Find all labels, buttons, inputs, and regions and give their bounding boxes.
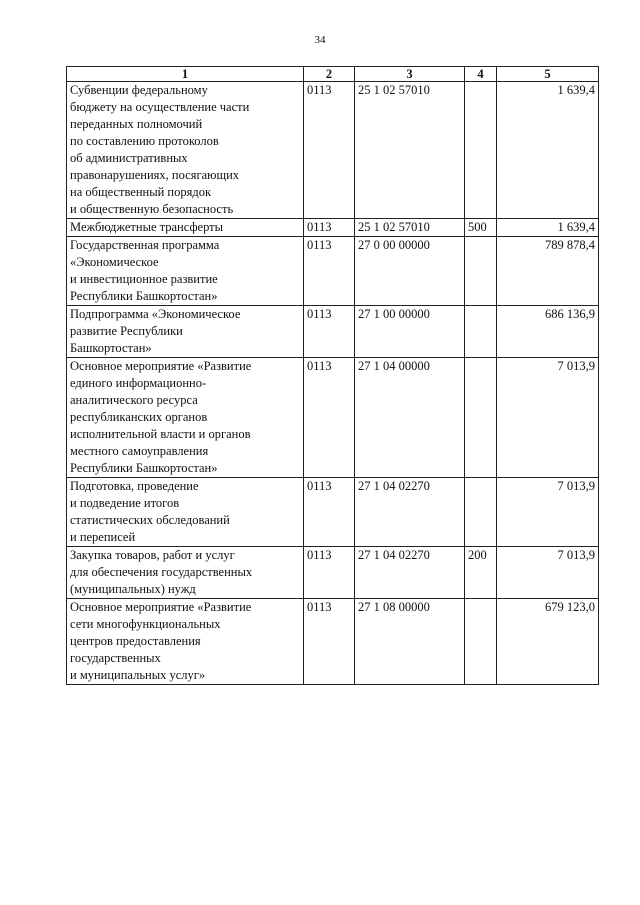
row-name: Основное мероприятие «Развитие единого информационно- аналитического ресурса республиканских органов исполнительной власти и органов местного самоуправления Республики Башкортостан» bbox=[67, 358, 304, 478]
row-section: 0113 bbox=[304, 358, 355, 478]
row-section: 0113 bbox=[304, 82, 355, 219]
row-target-code: 27 0 00 00000 bbox=[355, 237, 465, 306]
row-target-code: 27 1 04 00000 bbox=[355, 358, 465, 478]
row-section: 0113 bbox=[304, 306, 355, 358]
row-target-code: 27 1 04 02270 bbox=[355, 478, 465, 547]
table-row bbox=[67, 82, 599, 219]
row-amount: 7 013,9 bbox=[497, 358, 599, 478]
row-name: Подпрограмма «Экономическое развитие Республики Башкортостан» bbox=[67, 306, 304, 358]
row-amount: 1 639,4 bbox=[497, 219, 599, 237]
row-section: 0113 bbox=[304, 219, 355, 237]
row-target-code: 27 1 08 00000 bbox=[355, 599, 465, 685]
table-row bbox=[67, 599, 599, 685]
row-name: Межбюджетные трансферты bbox=[67, 219, 304, 237]
row-name: Субвенции федеральному бюджету на осуществление части переданных полномочий по составлению протоколов об административных правонарушениях, посягающих на общественный порядок и общественную безопасность bbox=[67, 82, 304, 219]
row-target-code: 27 1 04 02270 bbox=[355, 547, 465, 599]
row-amount: 7 013,9 bbox=[497, 547, 599, 599]
table-row bbox=[67, 358, 599, 478]
row-target-code: 25 1 02 57010 bbox=[355, 82, 465, 219]
row-amount: 789 878,4 bbox=[497, 237, 599, 306]
row-expense-type bbox=[465, 599, 497, 685]
header-col-3: 3 bbox=[355, 67, 465, 82]
row-section: 0113 bbox=[304, 237, 355, 306]
row-expense-type bbox=[465, 306, 497, 358]
header-col-4: 4 bbox=[465, 67, 497, 82]
table-row bbox=[67, 547, 599, 599]
row-expense-type bbox=[465, 82, 497, 219]
row-name: Основное мероприятие «Развитие сети многофункциональных центров предоставления государственных и муниципальных услуг» bbox=[67, 599, 304, 685]
row-expense-type bbox=[465, 237, 497, 306]
header-col-2: 2 bbox=[304, 67, 355, 82]
header-col-1: 1 bbox=[67, 67, 304, 82]
row-amount: 1 639,4 bbox=[497, 82, 599, 219]
table-row bbox=[67, 237, 599, 306]
page-number: 34 bbox=[314, 34, 326, 46]
row-target-code: 25 1 02 57010 bbox=[355, 219, 465, 237]
row-section: 0113 bbox=[304, 547, 355, 599]
table-row bbox=[67, 219, 599, 237]
table-row bbox=[67, 478, 599, 547]
row-expense-type: 200 bbox=[465, 547, 497, 599]
table-header-row bbox=[67, 67, 599, 82]
row-target-code: 27 1 00 00000 bbox=[355, 306, 465, 358]
row-amount: 7 013,9 bbox=[497, 478, 599, 547]
row-amount: 679 123,0 bbox=[497, 599, 599, 685]
row-expense-type bbox=[465, 478, 497, 547]
row-expense-type: 500 bbox=[465, 219, 497, 237]
row-amount: 686 136,9 bbox=[497, 306, 599, 358]
row-name: Подготовка, проведение и подведение итогов статистических обследований и переписей bbox=[67, 478, 304, 547]
row-section: 0113 bbox=[304, 478, 355, 547]
row-name: Закупка товаров, работ и услуг для обеспечения государственных (муниципальных) нужд bbox=[67, 547, 304, 599]
header-col-5: 5 bbox=[497, 67, 599, 82]
table-row bbox=[67, 306, 599, 358]
budget-table bbox=[66, 66, 599, 685]
row-name: Государственная программа «Экономическое и инвестиционное развитие Республики Башкортостан» bbox=[67, 237, 304, 306]
row-section: 0113 bbox=[304, 599, 355, 685]
row-expense-type bbox=[465, 358, 497, 478]
